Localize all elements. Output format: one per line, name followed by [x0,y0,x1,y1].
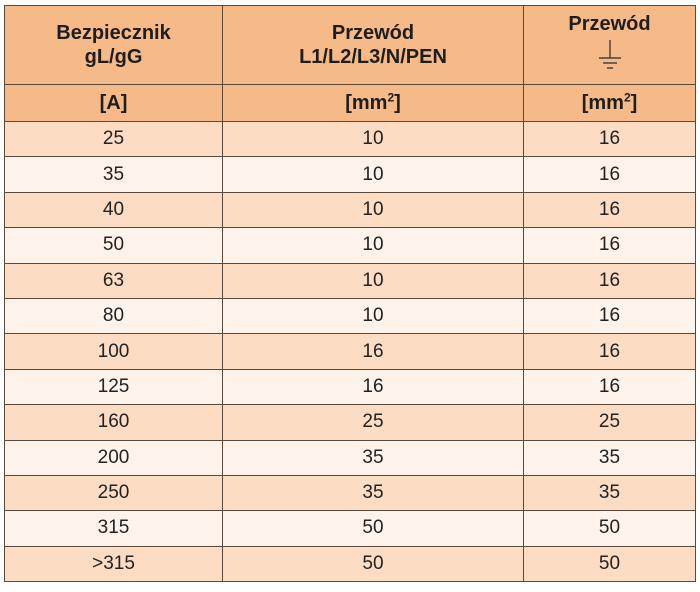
cell-fuse-rating: 160 [5,405,223,440]
cell-phase-cable-section: 35 [223,440,524,475]
header-row [5,6,696,85]
cell-phase-cable-section: 35 [223,475,524,510]
cell-ground-cable-section: 16 [524,157,696,192]
table-row [5,546,696,581]
cell-fuse-rating: 250 [5,475,223,510]
cell-fuse-rating: 80 [5,298,223,333]
table-row [5,511,696,546]
table-row [5,334,696,369]
cell-phase-cable-section: 50 [223,546,524,581]
table-row [5,263,696,298]
cell-phase-cable-section: 10 [223,157,524,192]
units-row [5,85,696,122]
table-row [5,369,696,404]
cell-ground-cable-section: 16 [524,228,696,263]
table-row [5,122,696,157]
cell-fuse-rating: 315 [5,511,223,546]
unit-fuse: [A] [5,85,223,122]
cell-fuse-rating: >315 [5,546,223,581]
unit-ground-cable: $[mm^2]$ [524,85,696,122]
table-row [5,157,696,192]
header-ground-cable [524,6,696,85]
header-ground-cable-line1: Przewód [568,13,651,35]
cell-fuse-rating: 125 [5,369,223,404]
ground-symbol-icon [597,40,623,72]
cell-fuse-rating: 25 [5,122,223,157]
unit-phase-cable: $[mm^2]$ [223,85,524,122]
cell-ground-cable-section: 16 [524,122,696,157]
cell-fuse-rating: 63 [5,263,223,298]
cell-ground-cable-section: 35 [524,475,696,510]
cell-phase-cable-section: 16 [223,369,524,404]
cell-phase-cable-section: 25 [223,405,524,440]
table-row [5,228,696,263]
cell-phase-cable-section: 10 [223,192,524,227]
cell-ground-cable-section: 16 [524,263,696,298]
table-row [5,192,696,227]
fuse-cable-table [4,5,696,582]
cell-fuse-rating: 35 [5,157,223,192]
cell-fuse-rating: 100 [5,334,223,369]
cell-phase-cable-section: 10 [223,122,524,157]
cell-ground-cable-section: 16 [524,369,696,404]
cell-phase-cable-section: 16 [223,334,524,369]
cell-phase-cable-section: 10 [223,228,524,263]
header-phase-cable-line1: Przewód [331,22,415,44]
cell-ground-cable-section: 16 [524,334,696,369]
cell-ground-cable-section: 35 [524,440,696,475]
table-row [5,298,696,333]
table-body [5,122,696,582]
table-row [5,440,696,475]
header-phase-cable [223,6,524,85]
cell-fuse-rating: 50 [5,228,223,263]
cell-ground-cable-section: 25 [524,405,696,440]
cell-ground-cable-section: 16 [524,298,696,333]
cell-phase-cable-section: 50 [223,511,524,546]
cell-phase-cable-section: 10 [223,298,524,333]
fuse-cable-table-container [4,5,695,585]
cell-ground-cable-section: 50 [524,511,696,546]
cell-fuse-rating: 200 [5,440,223,475]
cell-fuse-rating: 40 [5,192,223,227]
header-fuse-line1: Bezpiecznik [56,22,171,44]
cell-ground-cable-section: 16 [524,192,696,227]
table-row [5,405,696,440]
header-fuse-line2: gL/gG [84,46,143,68]
table-row [5,475,696,510]
cell-phase-cable-section: 10 [223,263,524,298]
header-fuse [5,6,223,85]
cell-ground-cable-section: 50 [524,546,696,581]
header-phase-cable-line2: L1/L2/L3/N/PEN [299,46,447,68]
